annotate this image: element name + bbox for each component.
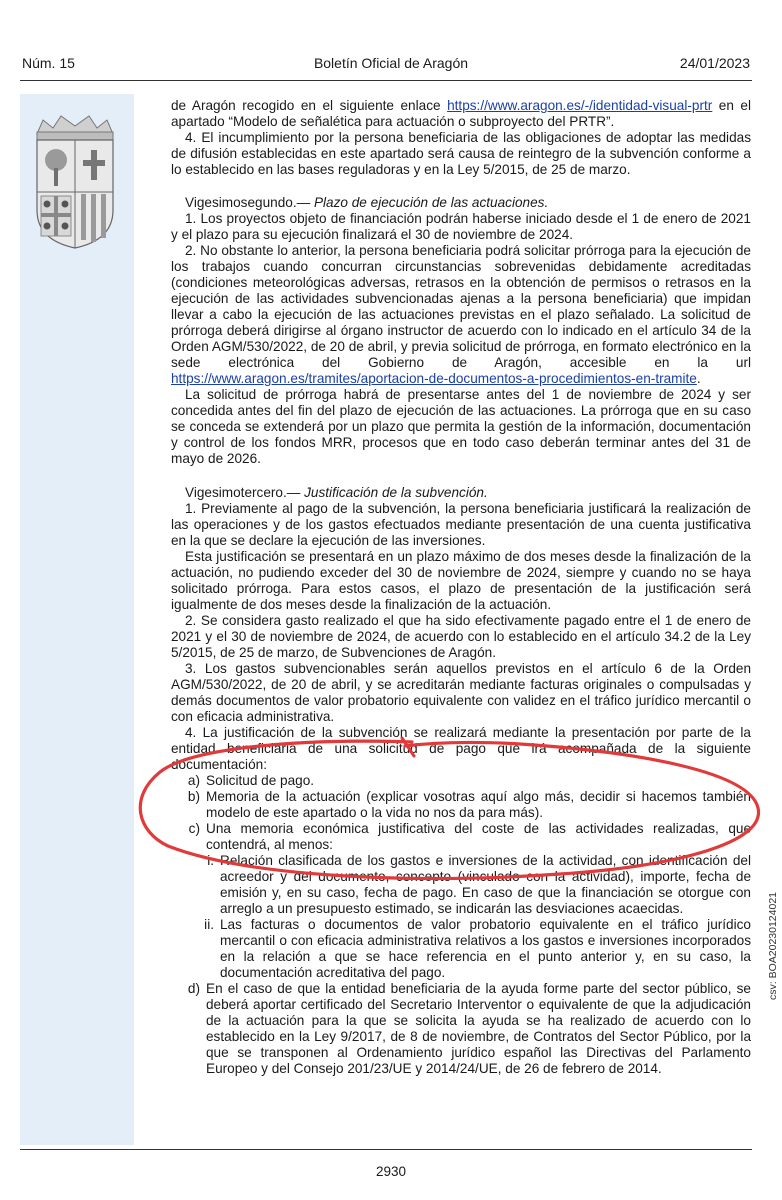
list-label: c) (188, 821, 200, 836)
list-item (171, 981, 751, 1077)
list-item (171, 773, 751, 789)
paragraph (171, 243, 751, 387)
issue-number: Núm. 15 (22, 55, 75, 71)
list-text: Las facturas o documentos de valor probatorio equivalente en el tráfico jurídico mercantil o con eficacia administrativa relativos a los gastos e inversiones incorporados en la relación a que se hace referencia en el punto anterior y, en su caso, la documentación acreditativa del pago. (220, 917, 751, 980)
list-text: Relación clasificada de los gastos e inversiones de la actividad, con identificación del acreedor y del documento, concepto (vinculado con la actividad), importe, fecha de emisión y, en su caso, fecha de pago. En caso de que la financiación se otorgue con arreglo a un presupuesto estimado, se indicarán las desviaciones acaecidas. (220, 853, 751, 916)
publication-date: 24/01/2023 (679, 55, 750, 71)
paragraph: 4. La justificación de la subvención se realizará mediante la presentación por parte de la entidad beneficiaria de una solicitud de pago que irá acompañada de la siguiente documentación: (171, 725, 751, 772)
publication-title: Boletín Oficial de Aragón (313, 55, 469, 71)
list-text: Memoria de la actuación (explicar vosotras aquí algo más, decidir si hacemos también modelo de este apartado o la vida no nos da para más). (206, 789, 751, 820)
list-text: Solicitud de pago. (206, 773, 315, 788)
text-run: de Aragón recogido en el siguiente enlace (171, 98, 448, 113)
list-item (171, 789, 751, 821)
identity-link[interactable]: https://www.aragon.es/-/identidad-visual-prtr (447, 98, 713, 113)
header-divider (20, 80, 752, 81)
paragraph: La solicitud de prórroga habrá de presentarse antes del 1 de noviembre de 2024 y ser concedida antes del fin del plazo de ejecución de las actuaciones. La prórroga que en su caso se conceda se extenderá por un plazo que permita la gestión de la información, documentación y control de los fondos MRR, procesos que en todo caso deberán terminar antes del 31 de mayo de 2026. (171, 387, 751, 466)
coat-of-arms-icon (31, 112, 119, 252)
text-run: . (696, 371, 701, 386)
list-label: ii. (204, 917, 214, 932)
paragraph: 1. Los proyectos objeto de financiación podrán haberse iniciado desde el 1 de enero de 2021 y el plazo para su ejecución finalizará el 30 de noviembre de 2024. (171, 211, 751, 242)
paragraph (171, 98, 751, 130)
section-heading (171, 195, 751, 211)
list-label: a) (187, 773, 200, 788)
paragraph: Esta justificación se presentará en un plazo máximo de dos meses desde la finalización de la actuación, no pudiendo exceder del 30 de noviembre de 2024, siempre y cuando no se haya solicitado prórroga. Para estos casos, el plazo de presentación de la justificación será igualmente de dos meses desde la finalización de la actuación. (171, 549, 751, 612)
footer-divider (20, 1149, 752, 1150)
paragraph: 3. Los gastos subvencionables serán aquellos previstos en el artículo 6 de la Orden AGM/530/2022, de 20 de abril, y se acreditarán mediante facturas originales o compulsadas y demás documentos de valor probatorio equivalente con validez en el tráfico jurídico mercantil o con eficacia administrativa. (171, 661, 751, 724)
list-text: Una memoria económica justificativa del coste de las actividades realizadas, que contendrá, al menos: (206, 821, 751, 852)
sub-list-item (171, 917, 751, 981)
section-title: Justificación de la subvención. (304, 485, 488, 500)
sub-list-item (171, 853, 751, 917)
paragraph: 2. Se considera gasto realizado el que ha sido efectivamente pagado entre el 1 de enero de 2021 y el 30 de noviembre de 2024, de acuerdo con lo establecido en el artículo 34.2 de la Ley 5/2015, de 25 de marzo, de Subvenciones de Aragón. (171, 613, 751, 660)
paragraph: 1. Previamente al pago de la subvención, la persona beneficiaria justificará la realización de las operaciones y de los gastos efectuados mediante presentación de una cuenta justificativa en la que se declare la ejecución de las inversiones. (171, 501, 751, 548)
list-label: b) (187, 789, 200, 804)
list-item (171, 821, 751, 853)
csv-code: csv: BOA20230124021 (767, 892, 779, 1000)
text-run: 2. No obstante lo anterior, la persona beneficiaria podrá solicitar prórroga para la ejecución de los trabajos cuando concurran circunstancias sobrevenidas debidamente acreditadas (condiciones meteorológicas adversas, retrasos en la obtención de permisos o retrasos en la ejecución de las actividades subvencionadas ajenas a la persona beneficiaria) que impidan llevar a cabo la ejecución de las actuaciones previstas en el plazo señalado. La solicitud de prórroga deberá dirigirse al órgano instructor de acuerdo con lo indicado en el artículo 34 de la Orden AGM/530/2022, de 20 de abril, y previa solicitud de prórroga, en formato electrónico en la sede electrónica del Gobierno de Aragón, accesible en la url (171, 243, 751, 370)
document-body (171, 98, 751, 1077)
list-label: d) (187, 981, 200, 996)
section-number: Vigesimosegundo.— (185, 195, 314, 210)
list-label: i. (207, 853, 214, 868)
list-text: En el caso de que la entidad beneficiaria de la ayuda forme parte del sector público, se deberá aportar certificado del Secretario Interventor o equivalente de que la adjudicación de la actuación para la que se solicita la ayuda se ha realizado de acuerdo con lo establecido en la Ley 9/2017, de 8 de noviembre, de Contratos del Sector Público, por la que se transponen al Ordenamiento jurídico español las Directivas del Parlamento Europeo y del Consejo 201/23/UE y 2014/24/UE, de 26 de febrero de 2014. (206, 981, 751, 1076)
page-header (0, 0, 782, 90)
section-number: Vigesimotercero.— (185, 485, 305, 500)
section-heading (171, 485, 751, 501)
tramites-link[interactable]: https://www.aragon.es/tramites/aportacion-de-documentos-a-procedimientos-en-tramite (171, 371, 697, 386)
paragraph: 4. El incumplimiento por la persona beneficiaria de las obligaciones de adoptar las medidas de difusión establecidas en este apartado será causa de reintegro de la subvención conforme a lo establecido en las bases reguladoras y en la Ley 5/2015, de 25 de marzo. (171, 130, 751, 177)
text-run: en el apartado “Modelo de señalética para actuación o subproyecto del PRTR”. (171, 98, 751, 129)
section-title: Plazo de ejecución de las actuaciones. (313, 195, 549, 210)
page-number: 2930 (375, 1164, 407, 1179)
